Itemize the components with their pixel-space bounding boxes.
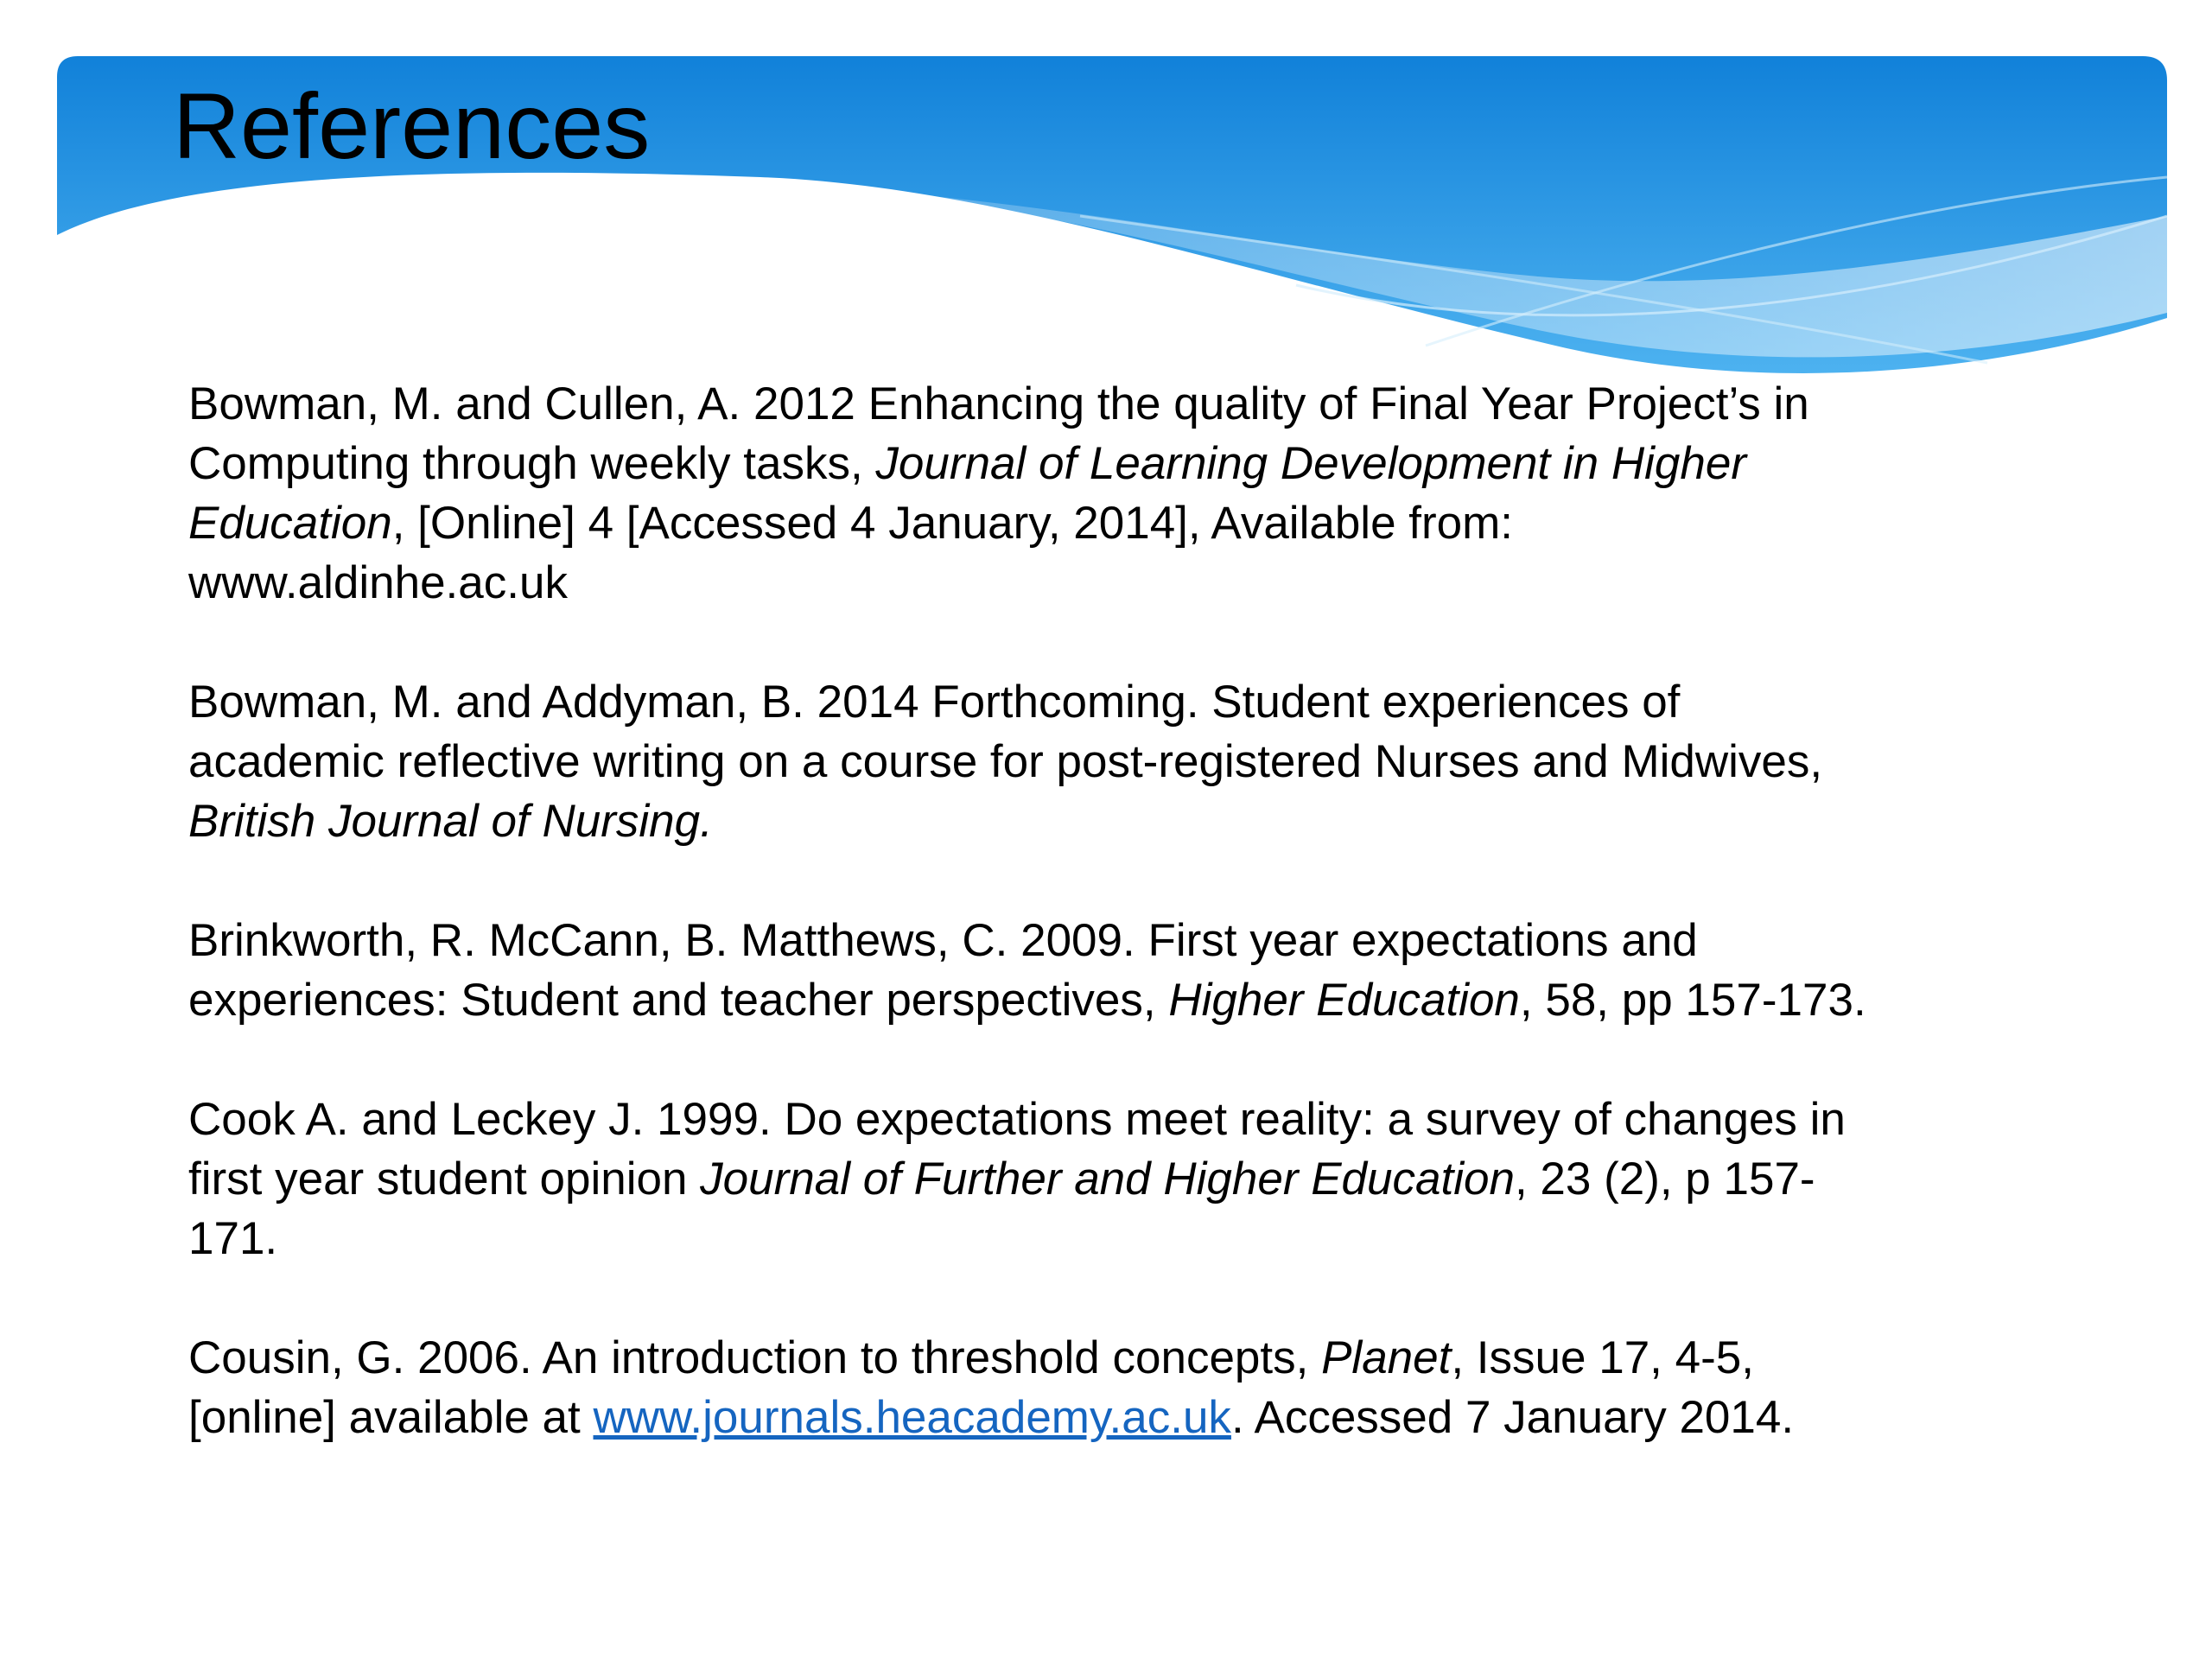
- wave-banner-graphic: [0, 0, 2212, 397]
- reference-line: [188, 911, 2124, 970]
- reference-line: [188, 1328, 2124, 1388]
- reference-line: [188, 1090, 2124, 1149]
- reference-line: [188, 1149, 2124, 1209]
- reference-text: Bowman, M. and Addyman, B. 2014 Forthcoming. Student experiences of: [188, 677, 1681, 728]
- reference-text: . Accessed 7 January 2014.: [1230, 1392, 1795, 1443]
- reference-text: experiences: Student and teacher perspectives,: [188, 975, 1169, 1026]
- reference-line: [188, 970, 2124, 1030]
- reference-text: Cook A. and Leckey J. 1999. Do expectations meet reality: a survey of changes in: [188, 1094, 1846, 1145]
- reference-text: Computing through weekly tasks,: [188, 438, 876, 489]
- title-banner: [0, 0, 2212, 397]
- reference-italic-text: Higher Education: [1168, 975, 1520, 1026]
- reference-text: Cousin, G. 2006. An introduction to threshold concepts,: [188, 1332, 1322, 1383]
- reference-line: [188, 374, 2124, 434]
- reference-text: , Issue 17, 4-5,: [1451, 1332, 1754, 1383]
- reference-entry: [188, 374, 2124, 613]
- reference-link[interactable]: www.journals.heacademy.ac.uk: [593, 1392, 1231, 1443]
- reference-line: [188, 553, 2124, 613]
- reference-text: [online] available at: [188, 1392, 594, 1443]
- reference-text: , [Online] 4 [Accessed 4 January, 2014], Available from:: [391, 498, 1513, 549]
- reference-text: academic reflective writing on a course for post-registered Nurses and Midwives,: [188, 736, 1823, 787]
- reference-italic-text: Education: [188, 498, 392, 549]
- reference-line: [188, 791, 2124, 851]
- reference-entry: [188, 672, 2124, 851]
- page-title: References: [173, 73, 651, 178]
- reference-line: [188, 493, 2124, 553]
- reference-text: , 58, pp 157-173.: [1519, 975, 1866, 1026]
- reference-line: [188, 434, 2124, 493]
- reference-italic-text: Journal of Learning Development in Higher: [875, 438, 1746, 489]
- reference-line: [188, 1209, 2124, 1268]
- reference-line: [188, 732, 2124, 791]
- reference-line: [188, 1388, 2124, 1447]
- reference-entry: [188, 1328, 2124, 1447]
- reference-text: Bowman, M. and Cullen, A. 2012 Enhancing the quality of Final Year Project’s in: [188, 378, 1809, 429]
- reference-list: [188, 374, 2124, 1447]
- reference-italic-text: Journal of Further and Higher Education: [700, 1154, 1515, 1205]
- reference-italic-text: British Journal of Nursing.: [188, 796, 713, 847]
- reference-text: www.aldinhe.ac.uk: [188, 557, 568, 608]
- reference-text: 171.: [188, 1213, 278, 1264]
- reference-text: first year student opinion: [188, 1154, 701, 1205]
- reference-line: [188, 672, 2124, 732]
- reference-italic-text: Planet: [1321, 1332, 1452, 1383]
- reference-entry: [188, 1090, 2124, 1268]
- reference-text: Brinkworth, R. McCann, B. Matthews, C. 2009. First year expectations and: [188, 915, 1698, 966]
- reference-entry: [188, 911, 2124, 1030]
- reference-text: , 23 (2), p 157-: [1514, 1154, 1815, 1205]
